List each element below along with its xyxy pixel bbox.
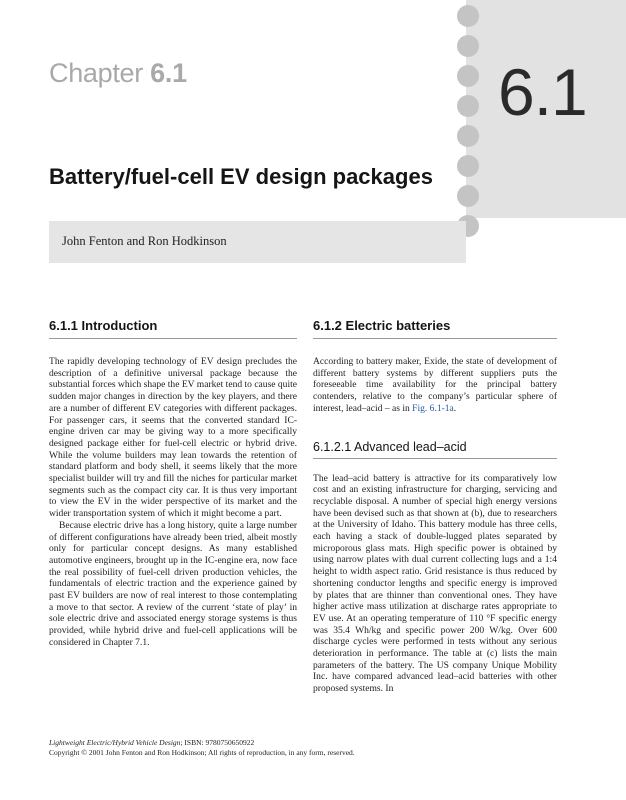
chapter-word: Chapter: [49, 58, 143, 88]
copyright: Copyright © 2001 John Fenton and Ron Hodkinson; All rights of reproduction, in any form, reserved.: [49, 748, 355, 757]
section-heading-electric-batteries: 6.1.2 Electric batteries: [313, 318, 557, 339]
chapter-title: Battery/fuel-cell EV design packages: [49, 164, 433, 189]
page-footer: [49, 738, 569, 758]
footer-line-1: [49, 738, 569, 748]
authors: John Fenton and Ron Hodkinson: [62, 234, 227, 248]
left-column: [49, 318, 297, 649]
batteries-paragraph-1-text: According to battery maker, Exide, the state of development of different battery systems by different suppliers puts the foreseeable time availability for the principal battery contenders, relative to the company’s particular sphere of interest, lead–acid – as in: [313, 356, 557, 414]
binder-hole: [457, 95, 479, 117]
batteries-paragraph-2: The lead–acid battery is attractive for its comparatively low cost and an existing infrastructure for charging, servicing and recyclable disposal. A number of special high energy versions have been devised such as that shown at (b), due to researchers at the University of Idaho. This battery module has three cells, each having a stack of double-lugged plates separated by microporous glass mats. High specific power is obtained by using narrow plates with dual current collecting lugs and a 1:4 height to width aspect ratio. Grid resistance is thus reduced by shortening conductor lengths and specific energy is improved by plates that are thinner than conventional ones. They have higher active mass utilization at discharge rates appropriate to EV use. At an operating temperature of 110 °F specific energy was 35.4 Wh/kg and specific power 200 W/kg. Over 600 discharge cycles were performed in tests without any serious deterioration in performance. The table at (c) lists the main parameters of the battery. The US company Unique Mobility Inc. have compared advanced lead–acid batteries with other proposed systems. In: [313, 472, 557, 695]
section-heading-introduction: 6.1.1 Introduction: [49, 318, 297, 339]
right-column: [313, 318, 557, 695]
binder-hole: [457, 35, 479, 57]
chapter-number: 6.1: [150, 58, 187, 88]
subsection-heading-advanced-lead-acid: 6.1.2.1 Advanced lead–acid: [313, 440, 557, 459]
intro-paragraph-2: Because electric drive has a long history, quite a large number of different configurations have already been tried, albeit mostly only for particular concept designs. As many established automotive engineers, brought up in the IC-engine era, now face the real possibility of fuel-cell driven production vehicles, the fundamentals of electric traction and the experience gained by past EV builders are now of real interest to those contemplating a move to that sector. A review of the current ‘state of play’ in sole electric drive and associated energy storage systems is thus provided, while hybrid drive and fuel-cell applications will be considered in Chapter 7.1.: [49, 519, 297, 648]
binder-hole: [457, 185, 479, 207]
batteries-paragraph-1-end: .: [453, 402, 457, 414]
binder-hole: [457, 155, 479, 177]
author-bar: [49, 221, 466, 263]
chapter-label: [49, 58, 187, 89]
intro-paragraph-1: The rapidly developing technology of EV design precludes the description of a definitive universal package because the substantial forces which shape the EV market tend to cause quite sudden major changes in direction by the key players, and there are a number of different EV categories with different packages. For passenger cars, it seems that the converted standard IC-engine driven car may be giving way to a more specifically designed package either for fuel-cell electric or hybrid drive. While the volume builders may lean towards the retention of standard platform and body shell, it seems likely that the more specialist builder will try and fill the niches for particular market segments such as the compact city car. It is thus very important to view the EV in the wider perspective of its market and the wider transportation system of which it might become a part.: [49, 356, 297, 520]
binder-hole: [457, 125, 479, 147]
batteries-paragraph-1: [313, 356, 557, 415]
binder-hole: [457, 5, 479, 27]
book-title: Lightweight Electric/Hybrid Vehicle Design: [49, 738, 181, 747]
figure-link[interactable]: Fig. 6.1-1a: [412, 402, 454, 414]
chapter-big-number: 6.1: [498, 55, 587, 129]
binder-hole: [457, 65, 479, 87]
isbn: ; ISBN: 9780750650922: [180, 738, 255, 747]
